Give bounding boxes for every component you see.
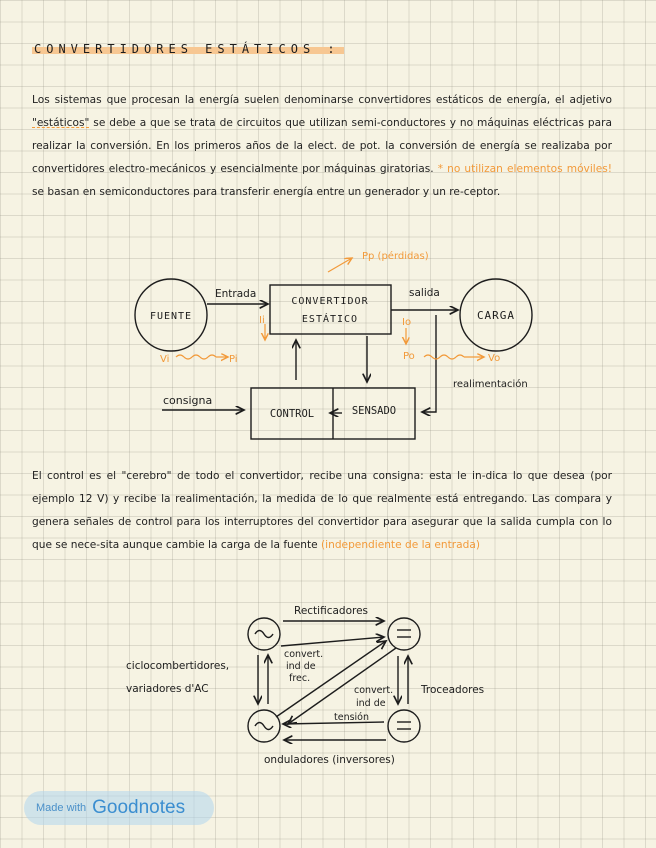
tension-label-1: convert. — [354, 685, 394, 696]
rectificadores-label: Rectificadores — [294, 605, 369, 617]
paragraph-intro-text-b: se debe a que se trata de circuitos que utilizan semi-conductores y no máquinas eléctricas para realizar la conversión. En los primeros años de la elect. de pot. la conversión de energía se realizaba por convertidores electro-mecánicos y esencialmente por máquinas giratorias. — [32, 117, 612, 175]
convertidor-label-2: ESTÁTICO — [301, 314, 359, 325]
ii-label: Ii — [259, 315, 265, 326]
paragraph-intro-text-c: se basan en semiconductores para transferir energía entre un generador y un re-ceptor. — [32, 186, 501, 198]
sensado-label: SENSADO — [351, 405, 397, 417]
vi-label: Vi — [160, 354, 170, 365]
salida-label: salida — [409, 287, 440, 299]
ciclo-label-1: ciclocombertidores, — [126, 660, 230, 672]
onduladores-label: onduladores (inversores) — [264, 754, 395, 766]
po-label: Po — [403, 351, 415, 362]
frec-label-2: ind de — [286, 661, 316, 672]
quoted-term: "estáticos" — [32, 117, 90, 129]
paragraph-intro-text-a: Los sistemas que procesan la energía suelen denominarse convertidores estáticos de energía, el adjetivo — [32, 94, 612, 106]
convertidor-box — [270, 285, 391, 334]
control-label: CONTROL — [269, 408, 315, 420]
note-moving-parts: * no utilizan elementos móviles! — [437, 163, 612, 175]
tension-label-2: ind de — [356, 698, 386, 709]
perdidas-label: Pp (pérdidas) — [362, 251, 429, 262]
tension-label-3: tensión — [334, 712, 370, 723]
vo-label: Vo — [488, 353, 501, 364]
frec-label-1: convert. — [284, 649, 324, 660]
dc-circle-top — [388, 618, 420, 650]
ciclo-label-2: variadores d'AC — [126, 683, 209, 695]
vi-wave — [176, 355, 216, 359]
convertidor-label-1: CONVERTIDOR — [291, 296, 369, 307]
dc-circle-bottom — [388, 710, 420, 742]
consigna-label: consigna — [163, 394, 213, 407]
note-independent: (independiente de la entrada) — [321, 539, 480, 551]
troceadores-label: Troceadores — [421, 684, 485, 696]
vo-wave — [424, 355, 464, 359]
carga-label: CARGA — [476, 309, 516, 322]
io-label: Io — [402, 317, 412, 328]
paragraph-control-text: El control es el "cerebro" de todo el convertidor, recibe una consigna: esta le in-dica lo que desea (por ejemplo 12 V) y recibe la realimentación, la medida de lo que realmente está entregando. Las compara y genera señales de control para los interruptores del convertidor para asegurar que la salida cumpla con lo que se nece-sita aunque cambie la carga de la fuente — [32, 470, 612, 551]
badge-small-text: Made with — [36, 802, 87, 814]
pi-label: Pi — [229, 354, 238, 365]
entrada-label: Entrada — [215, 288, 257, 300]
frec-label-3: frec. — [289, 673, 311, 684]
realimentacion-label: realimentación — [453, 379, 528, 390]
fuente-label: FUENTE — [149, 311, 193, 322]
page-title: CONVERTIDORES ESTÁTICOS : — [32, 42, 344, 56]
badge-brand-text: Goodnotes — [92, 797, 186, 818]
paragraph-control — [32, 465, 612, 557]
goodnotes-badge — [24, 791, 214, 825]
